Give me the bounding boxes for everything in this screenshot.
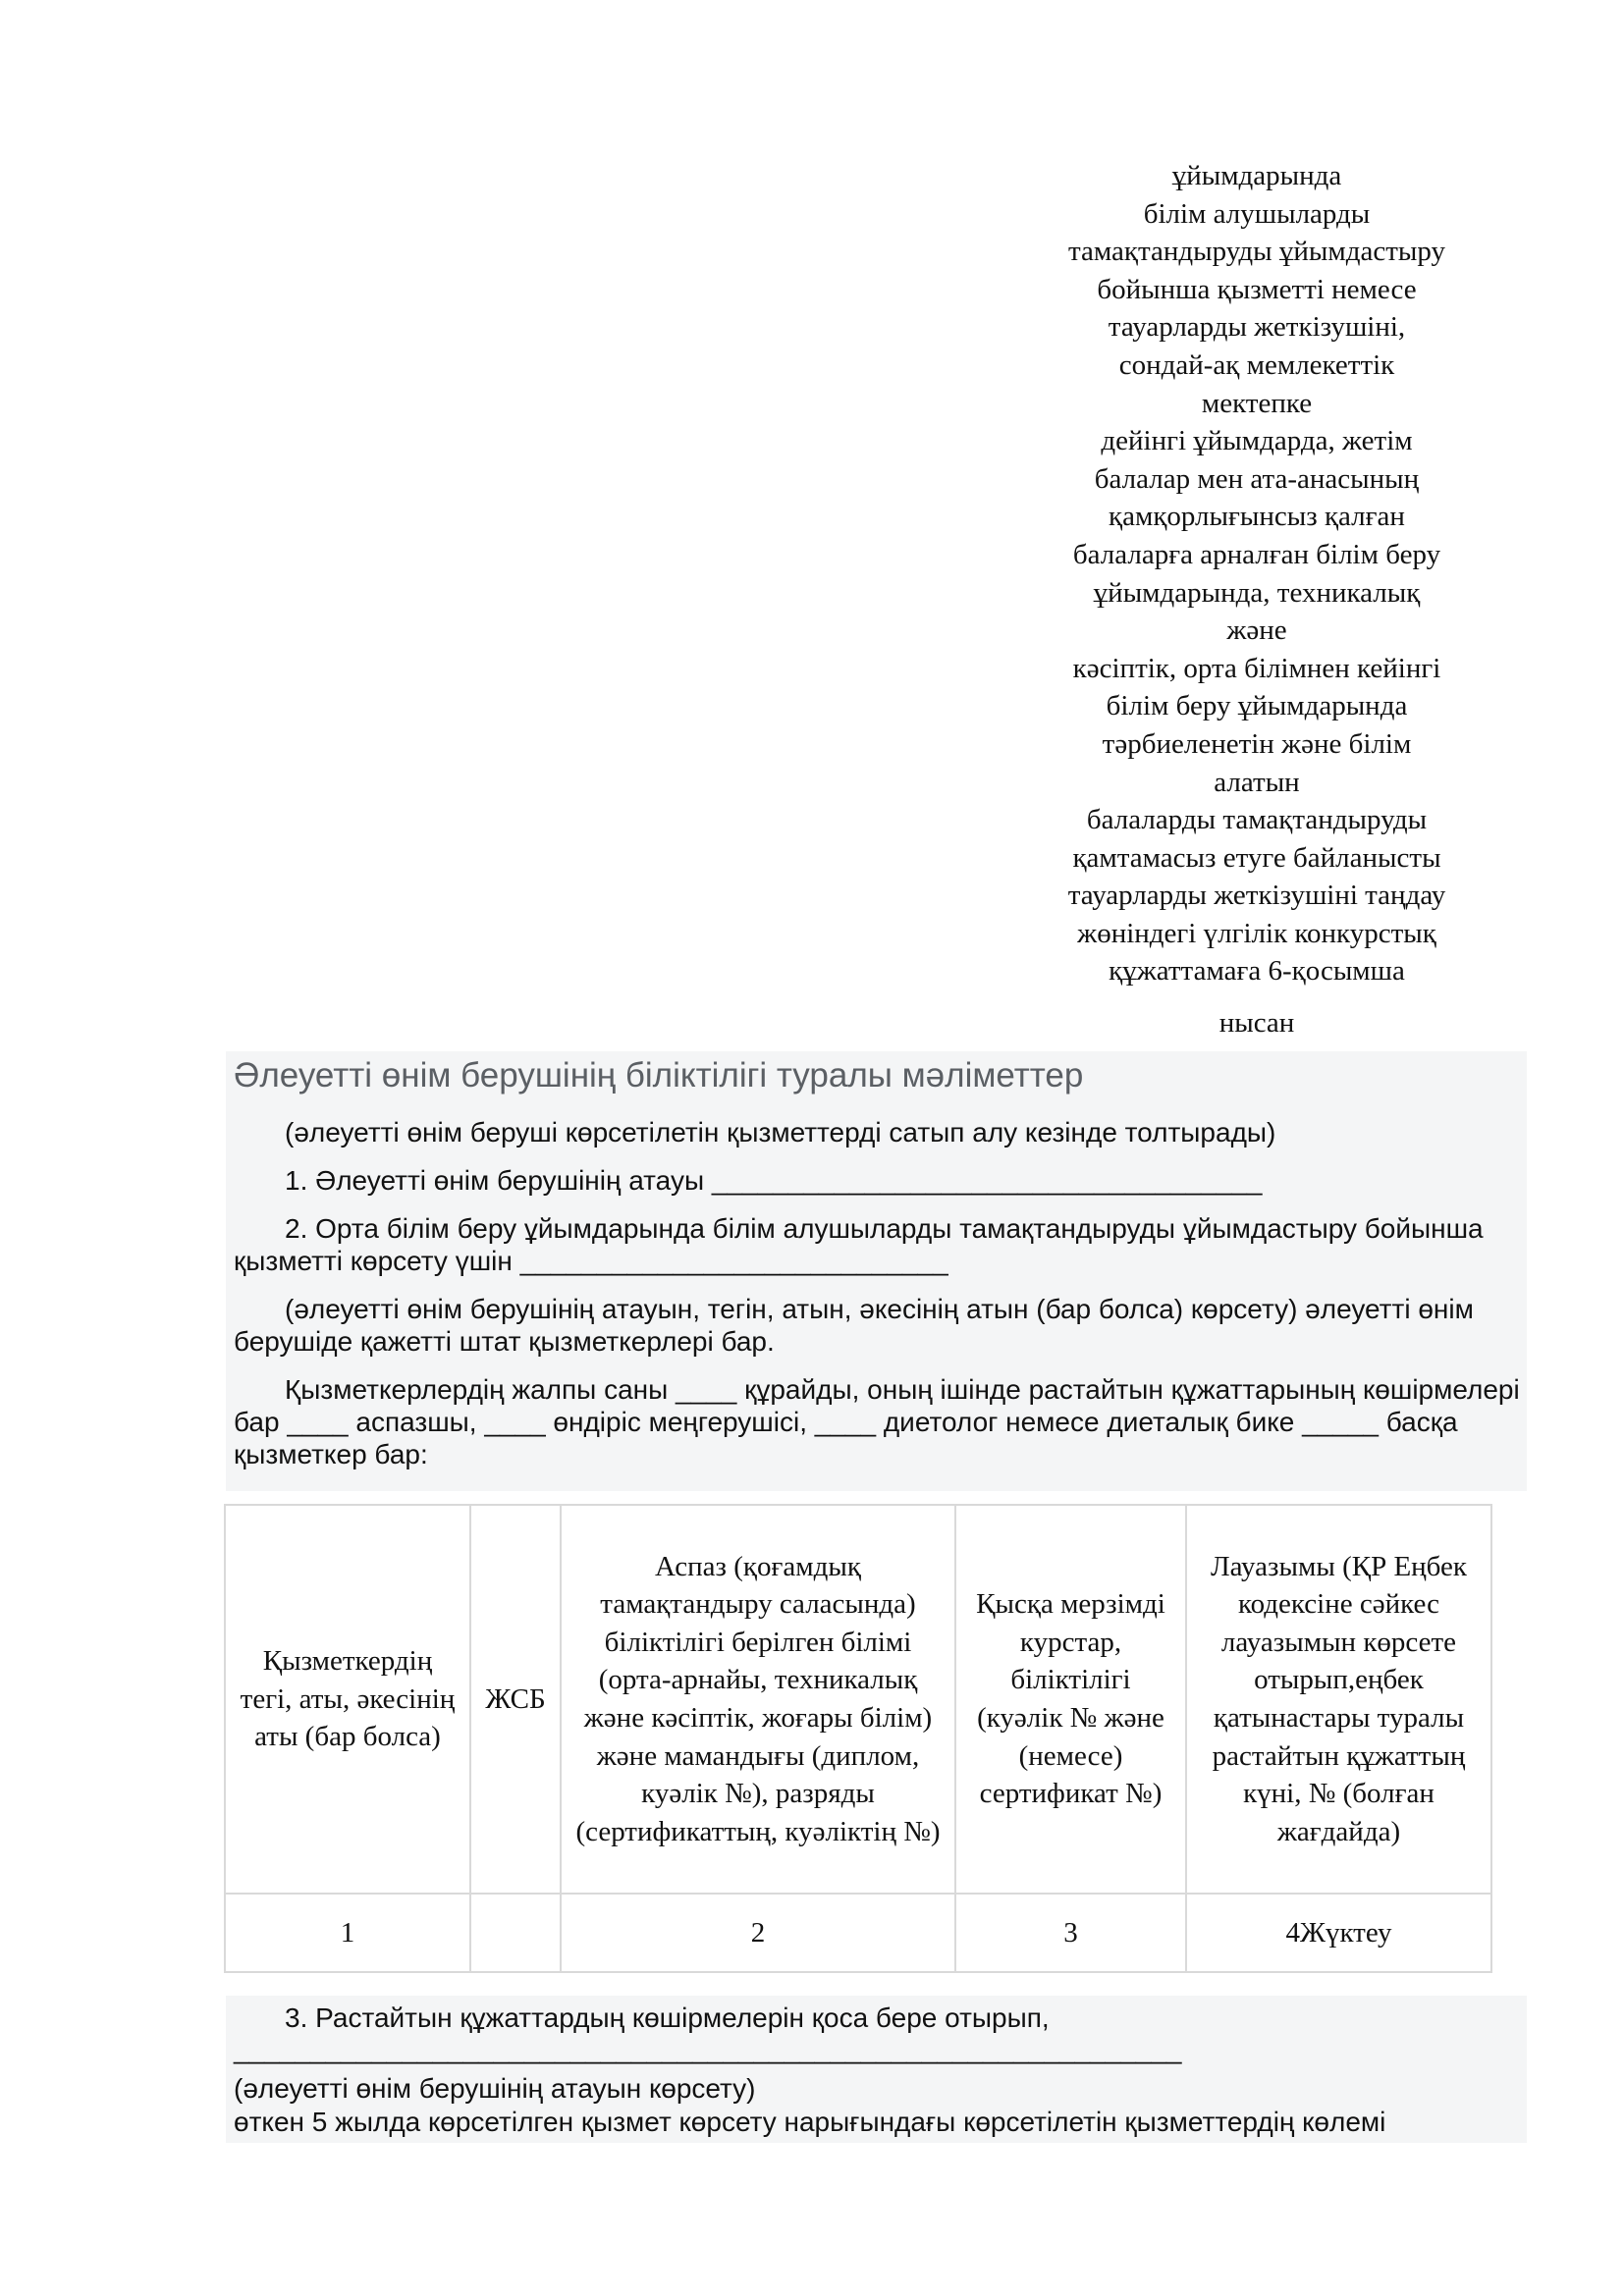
annex-line: жөніндегі үлгілік конкурстық: [1077, 917, 1436, 949]
item-3-blank-line: ______________________________________________________________: [234, 2034, 1182, 2064]
annex-line: мектепке: [1201, 387, 1313, 419]
annex-line: тамақтандыруды ұйымдастыру: [1067, 236, 1446, 268]
item-2-service: 2. Орта білім беру ұйымдарында білім алушыларды тамақтандыруды ұйымдастыру бойынша қызметті көрсету үшін ____________________________: [234, 1213, 1484, 1276]
column-number-3: 3: [955, 1894, 1186, 1972]
annex-line: ұйымдарында, техникалық: [1093, 576, 1421, 609]
form-label: нысан: [1218, 1007, 1295, 1040]
staff-count-paragraph: Қызметкерлердің жалпы саны ____ құрайды, оның ішінде растайтын құжаттарының көшірмелері бар ____ аспазшы, ____ өндіріс меңгерушісі, ____ диетолог немесе диеталық бике _____ басқа қызметкер бар:: [234, 1374, 1520, 1469]
page-title: Әлеуетті өнім берушінің біліктілігі туралы мәліметтер: [234, 1056, 1084, 1095]
annex-line: тауарларды жеткізушіні таңдау: [1067, 880, 1446, 912]
column-number-4-upload[interactable]: 4Жүктеу: [1186, 1894, 1491, 1972]
annex-line: бойынша қызметті немесе: [1097, 273, 1417, 305]
footer-section: [226, 1996, 1527, 2143]
staff-table: [224, 1504, 1492, 1973]
table-row: [225, 1894, 1491, 1972]
form-note: (әлеуетті өнім беруші көрсетілетін қызметтерді сатып алу кезінде толтырады): [285, 1117, 1276, 1148]
header-iin: ЖСБ: [470, 1505, 561, 1894]
header-position: Лауазымы (ҚР Еңбек кодексіне сәйкес лауазымын көрсете отырып,еңбек қатынастары туралы растайтын құжаттың күні, № (болған жағдайда): [1186, 1505, 1491, 1894]
annex-line: тауарларды жеткізушіні,: [1108, 311, 1406, 344]
annex-header: [982, 157, 1532, 1042]
annex-line: және: [1226, 614, 1287, 647]
annex-line: құжаттамаға 6-қосымша: [1109, 955, 1405, 988]
annex-line: ұйымдарында: [1171, 160, 1342, 191]
annex-line: білім беру ұйымдарында: [1106, 690, 1408, 722]
annex-line: кәсіптік, орта білімнен кейінгі: [1072, 652, 1441, 684]
annex-line: тәрбиеленетін және білім: [1102, 727, 1412, 760]
column-number-empty: [470, 1894, 561, 1972]
item-2-note: (әлеуетті өнім берушінің атауын, тегін, атын, әкесінің атын (бар болса) көрсету) әлеуетті өнім берушіде қажетті штат қызметкерлері бар.: [234, 1294, 1474, 1357]
header-employee-name: Қызметкердің тегі, аты, әкесінің аты (бар болса): [225, 1505, 470, 1894]
item-3-note: (әлеуетті өнім берушінің атауын көрсету): [234, 2073, 756, 2104]
annex-line: қамқорлығынсыз қалған: [1109, 501, 1405, 533]
annex-line: балаларды тамақтандыруды: [1086, 804, 1428, 836]
annex-line: сондай-ақ мемлекеттік: [1118, 348, 1395, 381]
services-volume-line: өткен 5 жылда көрсетілген қызмет көрсету нарығындағы көрсетілетін қызметтердің көлемі: [234, 2107, 1386, 2137]
annex-line: алатын: [1214, 766, 1300, 798]
annex-line: дейінгі ұйымдарда, жетім: [1101, 425, 1413, 457]
header-short-courses: Қысқа мерзімді курстар, біліктілігі (куәлік № және (немесе) сертификат №): [955, 1505, 1186, 1894]
column-number-2: 2: [561, 1894, 955, 1972]
table-header-row: [225, 1505, 1491, 1894]
annex-line: білім алушыларды: [1143, 197, 1371, 230]
header-cook-qualification: Аспаз (қоғамдық тамақтандыру саласында) біліктілігі берілген білімі (орта-арнайы, техникалық және кәсіптік, жоғары білім) және мамандығы (диплом, куәлік №), разряды (сертификаттың, куәліктің №): [561, 1505, 955, 1894]
annex-line: балаларға арналған білім беру: [1072, 538, 1441, 570]
annex-line: балалар мен ата-анасының: [1094, 462, 1420, 495]
column-number-1: 1: [225, 1894, 470, 1972]
annex-line: қамтамасыз етуге байланысты: [1072, 841, 1441, 874]
form-section: [226, 1051, 1527, 1491]
item-3-documents: 3. Растайтын құжаттардың көшірмелерін қоса бере отырып,: [285, 2002, 1050, 2033]
item-1-supplier-name: 1. Әлеуетті өнім берушінің атауы ____________________________________: [285, 1165, 1263, 1196]
